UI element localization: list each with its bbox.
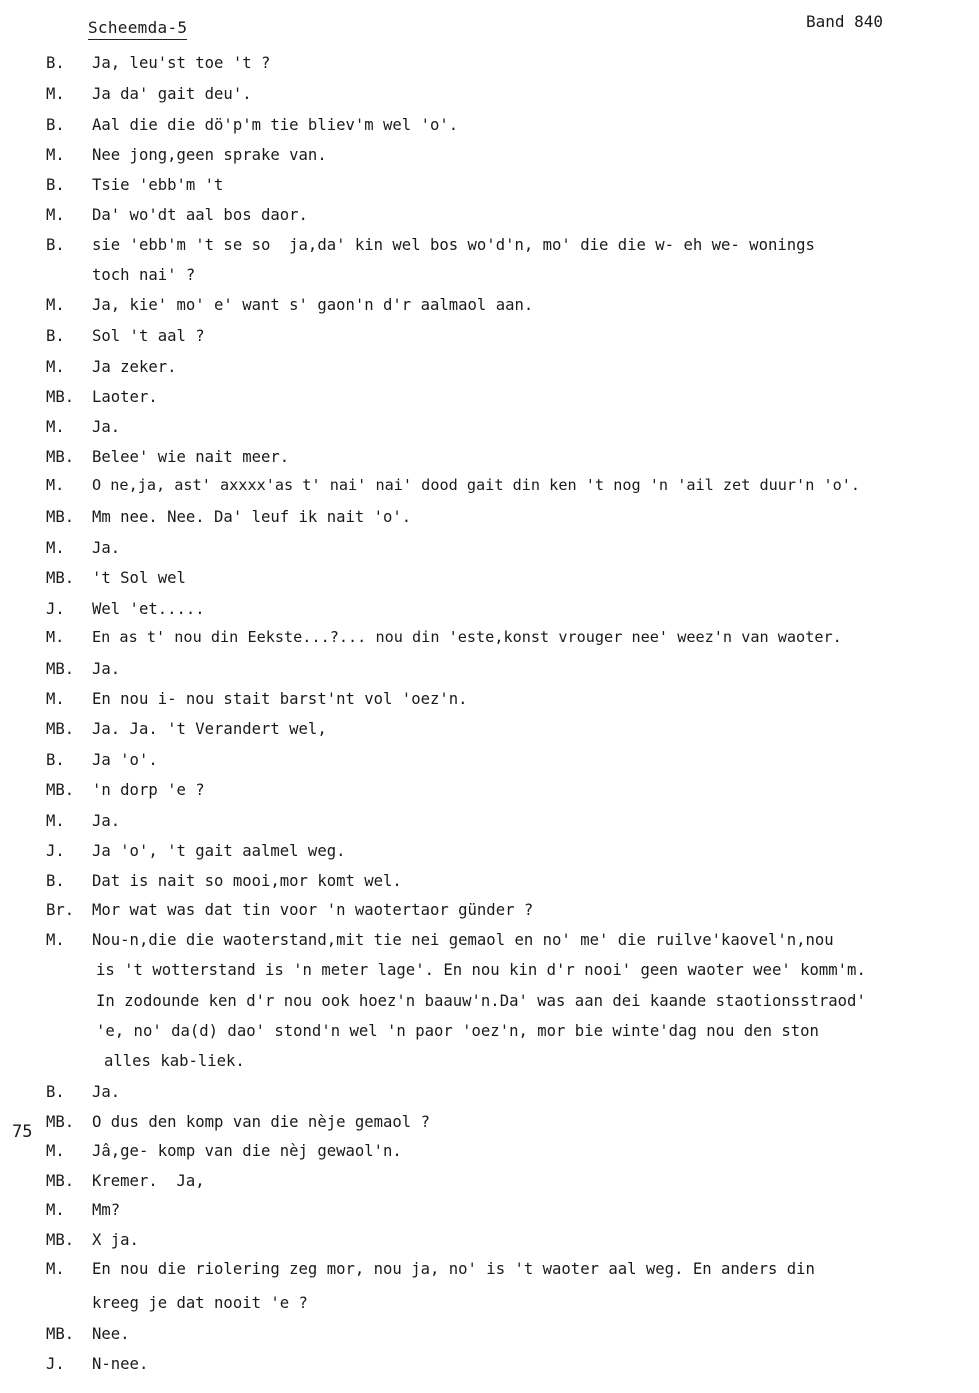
utterance-text: Belee' wie nait meer. bbox=[92, 448, 290, 466]
utterance-text: En nou die riolering zeg mor, nou ja, no' is 't waoter aal weg. En anders din bbox=[92, 1260, 815, 1278]
speaker-label: B. bbox=[46, 176, 65, 194]
speaker-label: Br. bbox=[46, 901, 75, 919]
utterance-text: Ja. bbox=[92, 1083, 121, 1101]
speaker-label: M. bbox=[46, 931, 65, 949]
utterance-text: O dus den komp van die nèje gemaol ? bbox=[92, 1113, 430, 1131]
utterance-text: Nee jong,geen sprake van. bbox=[92, 146, 327, 164]
speaker-label: B. bbox=[46, 327, 65, 345]
utterance-text: Ja. bbox=[92, 418, 121, 436]
utterance-text: Dat is nait so mooi,mor komt wel. bbox=[92, 872, 402, 890]
utterance-text: En as t' nou din Eekste...?... nou din 'este,konst vrouger nee' weez'n van waoter. bbox=[92, 628, 842, 646]
speaker-label: M. bbox=[46, 539, 65, 557]
speaker-label: MB. bbox=[46, 388, 75, 406]
utterance-text: Ja, kie' mo' e' want s' gaon'n d'r aalmaol aan. bbox=[92, 296, 534, 314]
utterance-text: Mm? bbox=[92, 1201, 121, 1219]
utterance-text: 'e, no' da(d) dao' stond'n wel 'n paor 'oez'n, mor bie winte'dag nou den ston bbox=[96, 1022, 819, 1040]
speaker-label: MB. bbox=[46, 1325, 75, 1343]
speaker-label: M. bbox=[46, 628, 65, 646]
speaker-label: MB. bbox=[46, 1231, 75, 1249]
speaker-label: B. bbox=[46, 54, 65, 72]
utterance-text: Aal die die dö'p'm tie bliev'm wel 'o'. bbox=[92, 116, 459, 134]
speaker-label: B. bbox=[46, 236, 65, 254]
speaker-label: MB. bbox=[46, 569, 75, 587]
utterance-text: Mor wat was dat tin voor 'n waotertaor günder ? bbox=[92, 901, 534, 919]
utterance-text: Kremer. Ja, bbox=[92, 1172, 205, 1190]
utterance-text: sie 'ebb'm 't se so ja,da' kin wel bos wo'd'n, mo' die die w- eh we- wonings bbox=[92, 236, 815, 254]
speaker-label: MB. bbox=[46, 1113, 75, 1131]
speaker-label: MB. bbox=[46, 781, 75, 799]
speaker-label: MB. bbox=[46, 448, 75, 466]
utterance-text: O ne,ja, ast' axxxx'as t' nai' nai' dood gait din ken 't nog 'n 'ail zet duur'n 'o'. bbox=[92, 476, 861, 494]
utterance-text: Nou-n,die die waoterstand,mit tie nei gemaol en no' me' die ruilve'kaovel'n,nou bbox=[92, 931, 834, 949]
speaker-label: MB. bbox=[46, 660, 75, 678]
utterance-text: 'n dorp 'e ? bbox=[92, 781, 205, 799]
utterance-text: En nou i- nou stait barst'nt vol 'oez'n. bbox=[92, 690, 468, 708]
margin-number: 75 bbox=[12, 1122, 33, 1142]
utterance-text: Tsie 'ebb'm 't bbox=[92, 176, 224, 194]
speaker-label: M. bbox=[46, 1260, 65, 1278]
speaker-label: M. bbox=[46, 85, 65, 103]
speaker-label: B. bbox=[46, 872, 65, 890]
speaker-label: MB. bbox=[46, 508, 75, 526]
utterance-text: alles kab-liek. bbox=[104, 1052, 245, 1070]
utterance-text: Laoter. bbox=[92, 388, 158, 406]
speaker-label: M. bbox=[46, 206, 65, 224]
page-header-tape-number: Band 840 bbox=[806, 12, 884, 31]
speaker-label: M. bbox=[46, 146, 65, 164]
speaker-label: MB. bbox=[46, 1172, 75, 1190]
utterance-text: In zodounde ken d'r nou ook hoez'n baauw'n.Da' was aan dei kaande staotionsstraod' bbox=[96, 992, 866, 1010]
utterance-text: Ja zeker. bbox=[92, 358, 177, 376]
utterance-text: N-nee. bbox=[92, 1355, 149, 1373]
speaker-label: B. bbox=[46, 751, 65, 769]
utterance-text: toch nai' ? bbox=[92, 266, 196, 284]
speaker-label: M. bbox=[46, 358, 65, 376]
utterance-text: Mm nee. Nee. Da' leuf ik nait 'o'. bbox=[92, 508, 412, 526]
speaker-label: M. bbox=[46, 1142, 65, 1160]
speaker-label: M. bbox=[46, 418, 65, 436]
speaker-label: M. bbox=[46, 1201, 65, 1219]
speaker-label: M. bbox=[46, 476, 65, 494]
speaker-label: B. bbox=[46, 1083, 65, 1101]
utterance-text: Wel 'et..... bbox=[92, 600, 205, 618]
utterance-text: Jâ,ge- komp van die nèj gewaol'n. bbox=[92, 1142, 402, 1160]
utterance-text: Ja. bbox=[92, 660, 121, 678]
utterance-text: kreeg je dat nooit 'e ? bbox=[92, 1294, 308, 1312]
utterance-text: 't Sol wel bbox=[92, 569, 186, 587]
page-header-title: Scheemda-5 bbox=[88, 18, 187, 40]
utterance-text: is 't wotterstand is 'n meter lage'. En nou kin d'r nooi' geen waoter wee' komm'm. bbox=[96, 961, 866, 979]
utterance-text: Ja 'o', 't gait aalmel weg. bbox=[92, 842, 346, 860]
speaker-label: B. bbox=[46, 116, 65, 134]
utterance-text: Ja 'o'. bbox=[92, 751, 158, 769]
speaker-label: J. bbox=[46, 1355, 65, 1373]
utterance-text: X ja. bbox=[92, 1231, 139, 1249]
utterance-text: Ja. bbox=[92, 539, 121, 557]
speaker-label: MB. bbox=[46, 720, 75, 738]
utterance-text: Ja. bbox=[92, 812, 121, 830]
utterance-text: Da' wo'dt aal bos daor. bbox=[92, 206, 308, 224]
speaker-label: M. bbox=[46, 812, 65, 830]
speaker-label: J. bbox=[46, 600, 65, 618]
speaker-label: M. bbox=[46, 690, 65, 708]
utterance-text: Ja. Ja. 't Verandert wel, bbox=[92, 720, 327, 738]
speaker-label: J. bbox=[46, 842, 65, 860]
utterance-text: Nee. bbox=[92, 1325, 130, 1343]
speaker-label: M. bbox=[46, 296, 65, 314]
utterance-text: Ja da' gait deu'. bbox=[92, 85, 252, 103]
utterance-text: Ja, leu'st toe 't ? bbox=[92, 54, 271, 72]
utterance-text: Sol 't aal ? bbox=[92, 327, 205, 345]
